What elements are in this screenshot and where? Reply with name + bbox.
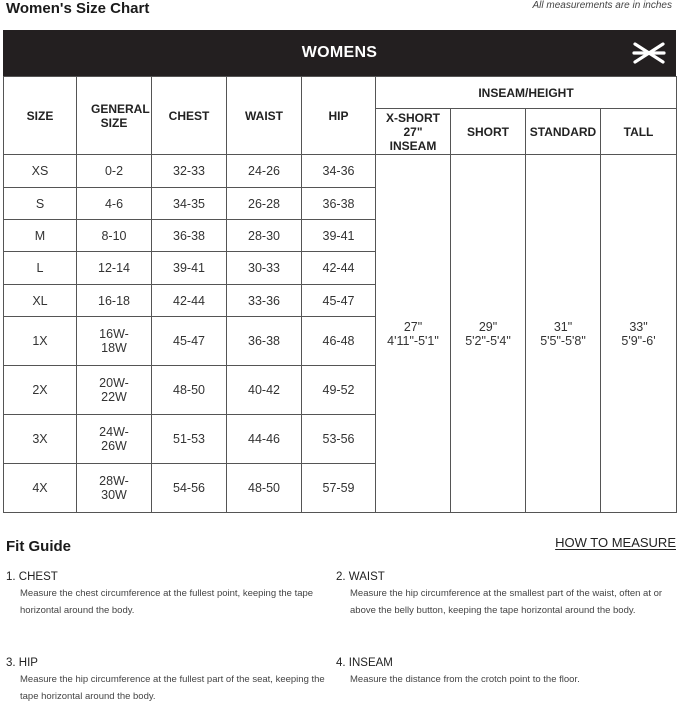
guide-heading: 1. CHEST [6,571,58,583]
guide-item-inseam [336,657,666,688]
hip-cell: 45-47 [302,285,376,317]
header-waist: WAIST [227,77,302,155]
size-cell: XL [4,285,77,317]
general-size-cell: 20W-22W [77,366,152,415]
inseam-value: 33" [629,319,648,334]
inseam-value: 31" [553,319,573,334]
general-size-cell: 8-10 [77,220,152,252]
chest-cell: 34-35 [152,188,227,220]
guide-description: Measure the hip circumference at the fullest part of the seat, keeping the tape horizontal around the body. [20,674,325,702]
hip-cell: 46-48 [302,317,376,366]
size-cell: 2X [4,366,77,415]
chest-cell: 48-50 [152,366,227,415]
womens-banner [3,30,676,76]
guide-item-chest [6,571,326,619]
standard-inseam-cell [526,155,601,513]
guide-heading: 2. WAIST [336,571,385,583]
short-inseam-cell [451,155,526,513]
header-x-short: X-SHORT 27" INSEAM [376,109,451,155]
chest-cell: 45-47 [152,317,227,366]
general-size-cell: 16-18 [77,285,152,317]
chest-cell: 32-33 [152,155,227,188]
how-to-measure-link[interactable]: HOW TO MEASURE [555,535,676,550]
general-size-cell: 12-14 [77,252,152,285]
hip-cell: 36-38 [302,188,376,220]
waist-cell: 40-42 [227,366,302,415]
chest-cell: 36-38 [152,220,227,252]
page-title: Women's Size Chart [6,0,150,17]
size-cell: 3X [4,415,77,464]
general-size-cell: 24W-26W [77,415,152,464]
header-standard: STANDARD [526,109,601,155]
guide-heading: 3. HIP [6,657,38,669]
hip-cell: 49-52 [302,366,376,415]
x-short-inseam-cell [376,155,451,513]
size-cell: L [4,252,77,285]
waist-cell: 48-50 [227,464,302,513]
size-cell: M [4,220,77,252]
guide-description: Measure the hip circumference at the smallest part of the waist, often at or above the belly button, keeping the tape horizontal around the body. [350,588,663,616]
brand-logo-icon [632,40,666,66]
size-chart-table [3,76,677,513]
hip-cell: 42-44 [302,252,376,285]
height-value: 5'5"-5'8" [540,333,586,348]
hip-cell: 39-41 [302,220,376,252]
size-cell: 4X [4,464,77,513]
table-row [4,155,677,188]
hip-cell: 57-59 [302,464,376,513]
units-note: All measurements are in inches [532,0,672,11]
waist-cell: 30-33 [227,252,302,285]
height-value: 4'11"-5'1" [387,333,439,348]
fit-guide-title: Fit Guide [6,538,71,555]
hip-cell: 53-56 [302,415,376,464]
chest-cell: 42-44 [152,285,227,317]
size-cell: S [4,188,77,220]
general-size-cell: 4-6 [77,188,152,220]
header-chest: CHEST [152,77,227,155]
general-size-cell: 28W-30W [77,464,152,513]
waist-cell: 26-28 [227,188,302,220]
hip-cell: 34-36 [302,155,376,188]
size-cell: XS [4,155,77,188]
general-size-cell: 16W-18W [77,317,152,366]
banner-title: WOMENS [301,44,378,61]
guide-heading: 4. INSEAM [336,657,393,669]
general-size-cell: 0-2 [77,155,152,188]
guide-item-hip [6,657,326,705]
inseam-value: 27" [403,319,423,334]
header-general-size: GENERAL SIZE [77,77,152,155]
waist-cell: 33-36 [227,285,302,317]
chest-cell: 51-53 [152,415,227,464]
header-tall: TALL [601,109,677,155]
size-cell: 1X [4,317,77,366]
waist-cell: 24-26 [227,155,302,188]
waist-cell: 36-38 [227,317,302,366]
height-value: 5'2"-5'4" [465,333,511,348]
chest-cell: 39-41 [152,252,227,285]
header-short: SHORT [451,109,526,155]
waist-cell: 44-46 [227,415,302,464]
header-hip: HIP [302,77,376,155]
chest-cell: 54-56 [152,464,227,513]
inseam-value: 29" [478,319,498,334]
tall-inseam-cell [601,155,677,513]
guide-item-waist [336,571,666,619]
header-size: SIZE [4,77,77,155]
guide-description: Measure the chest circumference at the fullest point, keeping the tape horizontal around the body. [20,588,314,616]
height-value: 5'9"-6' [621,333,656,348]
guide-description: Measure the distance from the crotch point to the floor. [350,674,580,685]
waist-cell: 28-30 [227,220,302,252]
header-inseam-height: INSEAM/HEIGHT [376,77,677,109]
